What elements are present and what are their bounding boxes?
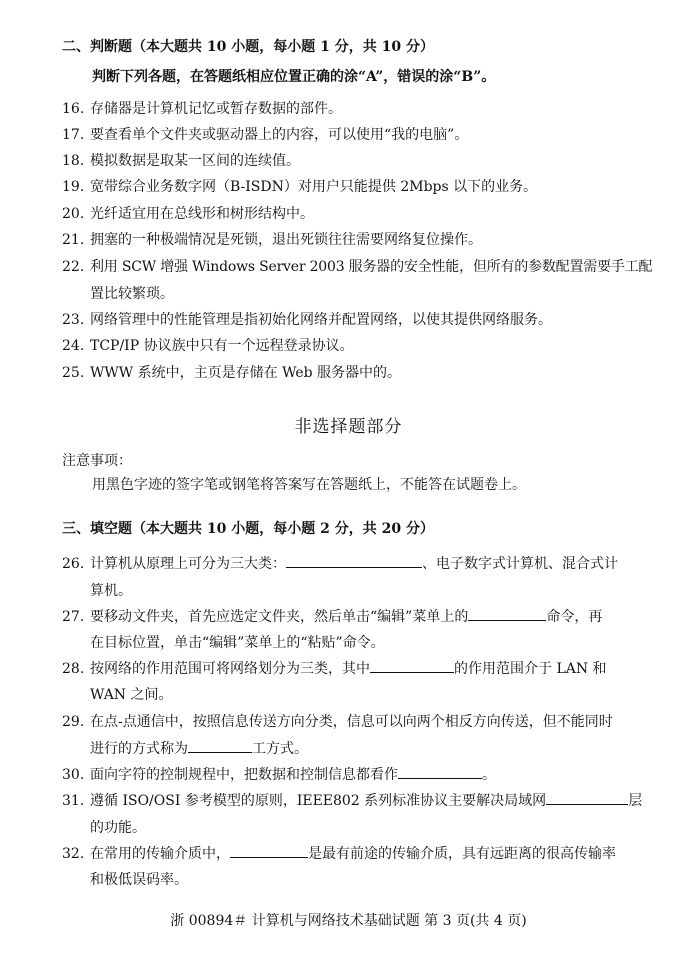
question-30	[62, 766, 496, 784]
question-number: 18.	[62, 153, 85, 169]
question-text: 利用 SCW 增强 Windows Server 2003 服务器的安全性能，但所有的参数配置需要手工配	[90, 259, 653, 275]
question-22	[62, 258, 652, 276]
question-20	[62, 205, 314, 223]
question-text: 是最有前途的传输介质，具有远距离的很高传输率	[308, 846, 616, 862]
answer-blank	[468, 608, 546, 621]
question-27-continuation: 在目标位置，单击“编辑”菜单上的“粘贴”命令。	[90, 635, 385, 651]
question-text: 宽带综合业务数字网（B-ISDN）对用户只能提供 2Mbps 以下的业务。	[90, 179, 538, 195]
question-19	[62, 178, 537, 196]
question-number: 27.	[62, 609, 85, 625]
question-number: 32.	[62, 846, 85, 862]
question-text: 命令，再	[546, 609, 603, 625]
question-number: 31.	[62, 793, 85, 809]
question-32	[62, 845, 616, 863]
question-number: 26.	[62, 556, 85, 572]
question-number: 16.	[62, 101, 85, 117]
question-27	[62, 608, 602, 626]
question-16	[62, 100, 342, 118]
question-text: 工方式。	[252, 741, 308, 757]
question-number: 28.	[62, 661, 85, 677]
question-number: 21.	[62, 232, 85, 248]
notice-label: 注意事项：	[62, 453, 132, 469]
question-24	[62, 337, 354, 355]
notice-text: 用黑色字迹的签字笔或钢笔将答案写在答题纸上，不能答在试题卷上。	[92, 477, 526, 493]
question-32-continuation: 和极低误码率。	[90, 872, 188, 888]
nonchoice-title: 非选择题部分	[294, 417, 403, 437]
answer-blank	[398, 766, 482, 779]
question-31	[62, 792, 642, 810]
question-number: 24.	[62, 338, 85, 354]
question-28	[62, 660, 607, 678]
question-text: 进行的方式称为	[90, 741, 188, 757]
page-footer: 浙 00894＃ 计算机与网络技术基础试题 第 3 页(共 4 页)	[170, 913, 527, 929]
question-26	[62, 555, 618, 573]
question-number: 29.	[62, 714, 85, 730]
question-text: 要移动文件夹，首先应选定文件夹，然后单击“编辑”菜单上的	[90, 609, 469, 625]
question-22-continuation: 置比较繁琐。	[90, 286, 174, 302]
question-text: 网络管理中的性能管理是指初始化网络并配置网络，以使其提供网络服务。	[90, 312, 552, 328]
question-text: 按网络的作用范围可将网络划分为三类，其中	[90, 661, 370, 677]
question-text: 层	[628, 793, 643, 809]
question-text: 遵循 ISO/OSI 参考模型的原则，IEEE802 系列标准协议主要解决局域网	[90, 793, 547, 809]
answer-blank	[370, 660, 454, 673]
question-29	[62, 713, 613, 731]
question-number: 23.	[62, 312, 85, 328]
question-31-continuation: 的功能。	[90, 820, 146, 836]
question-text: WWW 系统中，主页是存储在 Web 服务器中的。	[90, 365, 402, 381]
question-text: 的作用范围介于 LAN 和	[454, 661, 607, 677]
answer-blank	[546, 792, 628, 805]
question-29-continuation	[90, 740, 308, 758]
question-text: 要查看单个文件夹或驱动器上的内容，可以使用“我的电脑”。	[90, 127, 469, 143]
question-text: 、电子数字式计算机、混合式计	[422, 556, 618, 572]
question-text: 存储器是计算机记忆或暂存数据的部件。	[90, 101, 342, 117]
question-text: 光纤适宜用在总线形和树形结构中。	[90, 206, 314, 222]
question-text: 。	[482, 767, 496, 783]
question-17	[62, 126, 468, 144]
answer-blank	[286, 555, 422, 568]
question-number: 19.	[62, 179, 85, 195]
question-text: 面向字符的控制规程中，把数据和控制信息都看作	[90, 767, 398, 783]
question-28-continuation: WAN 之间。	[90, 687, 173, 703]
question-number: 22.	[62, 259, 85, 275]
question-text: 拥塞的一种极端情况是死锁，退出死锁往往需要网络复位操作。	[90, 232, 482, 248]
answer-blank	[188, 740, 252, 753]
question-text: 模拟数据是取某一区间的连续值。	[90, 153, 300, 169]
question-number: 17.	[62, 127, 85, 143]
question-18	[62, 152, 300, 170]
question-21	[62, 231, 482, 249]
section3-header: 三、填空题（本大题共 10 小题，每小题 2 分，共 20 分）	[62, 521, 434, 537]
section2-header: 二、判断题（本大题共 10 小题，每小题 1 分，共 10 分）	[62, 39, 434, 55]
question-number: 25.	[62, 365, 85, 381]
answer-blank	[230, 845, 308, 858]
section2-instruction: 判断下列各题，在答题纸相应位置正确的涂“A”，错误的涂“B”。	[92, 69, 496, 85]
question-26-continuation: 算机。	[90, 583, 132, 599]
question-text: 在常用的传输介质中，	[90, 846, 230, 862]
question-23	[62, 311, 552, 329]
question-25	[62, 364, 401, 382]
question-number: 30.	[62, 767, 85, 783]
question-number: 20.	[62, 206, 85, 222]
question-text: 计算机从原理上可分为三大类：	[90, 556, 286, 572]
question-text: 在点-点通信中，按照信息传送方向分类，信息可以向两个相反方向传送，但不能同时	[90, 714, 613, 730]
question-text: TCP/IP 协议族中只有一个远程登录协议。	[90, 338, 354, 354]
